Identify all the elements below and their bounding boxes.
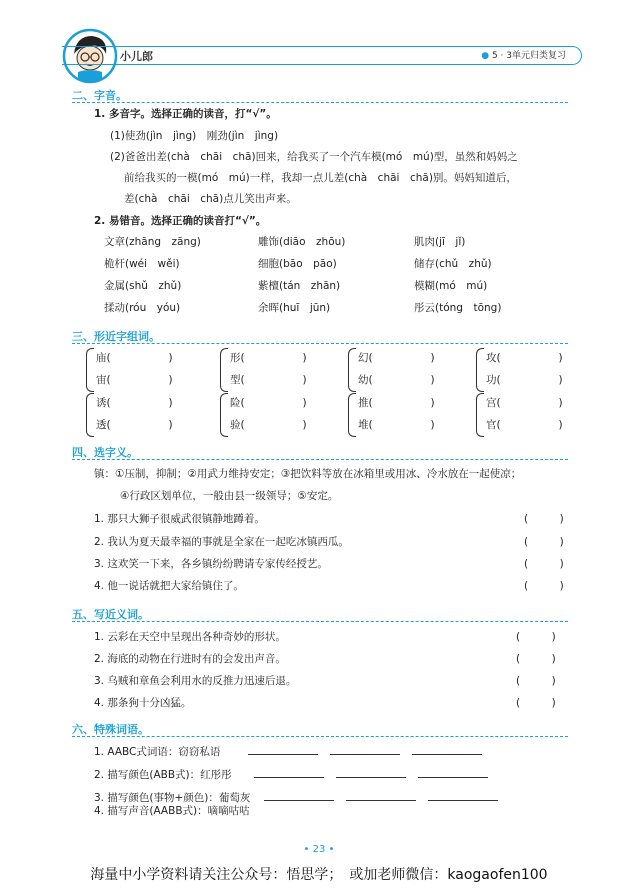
word-group: 诱( ) 透( ) (86, 393, 196, 437)
unit-label: ● 5 · 3单元归类复习 (481, 51, 566, 61)
question-item: 3. 这欢笑一下来，各乡镇纷纷聘请专家传经授艺。 (94, 558, 328, 570)
question-2-1-a: (1)使劲(jìn jìng) 刚劲(jìn jìng) (110, 130, 279, 142)
brace (220, 393, 228, 437)
answer-blank[interactable]: ( ) (524, 513, 564, 525)
section-title-4: 四、选字义。 (72, 446, 138, 459)
pinyin-item: 余晖(huī jūn) (258, 302, 331, 314)
pinyin-item: 揉动(róu yóu) (104, 302, 181, 314)
question-item: 4. 那条狗十分凶猛。 (94, 697, 192, 709)
pinyin-item: 模糊(mó mú) (414, 280, 488, 292)
word-group: 推( ) 堆( ) (348, 393, 458, 437)
question-item: 1. 云彩在天空中呈现出各种奇妙的形状。 (94, 631, 286, 643)
question-item: 4. 他一说话就把大家给镇住了。 (94, 580, 244, 592)
word-group: 形( ) 型( ) (220, 348, 330, 392)
pinyin-item: 桅杆(wéi wěi) (104, 258, 180, 270)
question-item: 2. 我认为夏天最幸福的事就是全家在一起吃冰镇西瓜。 (94, 536, 349, 548)
question-item: 2. 海底的动物在行进时有的会发出声音。 (94, 653, 286, 665)
definition-line2: ④行政区划单位，一般由县一级领导；⑤安定。 (120, 490, 339, 502)
answer-blank[interactable]: ( ) (524, 580, 564, 592)
pinyin-item: 金属(shǔ zhǔ) (104, 280, 182, 292)
question-item: 1. 那只大狮子很威武很镇静地蹲着。 (94, 513, 265, 525)
answer-blank[interactable]: ( ) (524, 536, 564, 548)
question-2-1: 1. 多音字。选择正确的读音，打“√”。 (94, 108, 277, 120)
divider (72, 459, 568, 460)
answer-blank[interactable]: ( ) (516, 697, 556, 709)
question-2-1-b-line2: 前给我买的一模(mó mú)一样，我却一点儿差(chà chāi chā)别。妈妈知道后， (124, 172, 517, 184)
brace (476, 393, 484, 437)
section-title-3: 三、形近字组词。 (72, 330, 160, 343)
pinyin-item: 雕饰(diāo zhōu) (258, 236, 346, 248)
page-number: • 23 • (303, 844, 335, 855)
word-group: 庙( ) 宙( ) (86, 348, 196, 392)
brace (476, 348, 484, 392)
word-group: 险( ) 验( ) (220, 393, 330, 437)
question-item: 4. 描写声音(AABB式)：嘀嘀咕咕 (94, 805, 250, 817)
brace (86, 348, 94, 392)
definition-line1: 镇：①压制，抑制；②用武力维持安定；③把饮料等放在冰箱里或用冰、冷水放在一起使凉； (94, 468, 522, 480)
answer-blank[interactable]: ( ) (516, 653, 556, 665)
divider (72, 102, 568, 103)
pinyin-item: 紫檀(tán zhān) (258, 280, 341, 292)
question-2-1-b-line3: 差(chà chāi chā)点儿笑出声来。 (124, 193, 297, 205)
brace (86, 393, 94, 437)
divider (72, 736, 568, 737)
pinyin-item: 细胞(bāo pāo) (258, 258, 337, 270)
word-group: 攻( ) 功( ) (476, 348, 586, 392)
brand-name: 小儿郎 (120, 50, 153, 63)
question-item: 2. 描写颜色(ABB式)：红彤彤 (94, 767, 488, 782)
question-item: 3. 乌贼和章鱼会利用水的反推力迅速后退。 (94, 675, 297, 687)
question-item: 3. 描写颜色(事物+颜色)：葡萄灰 (94, 790, 498, 805)
brace (220, 348, 228, 392)
section-title-5: 五、写近义词。 (72, 608, 149, 621)
divider (72, 343, 568, 344)
brace (348, 393, 356, 437)
brace (348, 348, 356, 392)
question-2-2: 2. 易错音。选择正确的读音打“√”。 (94, 215, 267, 227)
question-2-1-b-line1: (2)爸爸出差(chà chāi chā)回来，给我买了一个汽车模(mó mú)型，虽然和妈妈之 (110, 151, 518, 163)
pinyin-item: 肌肉(jī jǐ) (414, 236, 466, 248)
page-header (0, 0, 638, 90)
word-group: 宫( ) 官( ) (476, 393, 586, 437)
section-title-2: 二、字音。 (72, 89, 127, 102)
pinyin-item: 储存(chǔ zhǔ) (414, 258, 492, 270)
answer-blank[interactable]: ( ) (524, 558, 564, 570)
footer-note: 海量中小学资料请关注公众号：悟思学； 或加老师微信：kaogaofen100 (90, 867, 548, 883)
word-group: 幻( ) 幼( ) (348, 348, 458, 392)
divider (72, 621, 568, 622)
section-title-6: 六、特殊词语。 (72, 723, 149, 736)
pinyin-item: 彤云(tóng tōng) (414, 302, 502, 314)
pinyin-item: 文章(zhāng zāng) (104, 236, 201, 248)
question-item: 1. AABC式词语：窃窃私语 (94, 744, 482, 759)
answer-blank[interactable]: ( ) (516, 631, 556, 643)
answer-blank[interactable]: ( ) (516, 675, 556, 687)
